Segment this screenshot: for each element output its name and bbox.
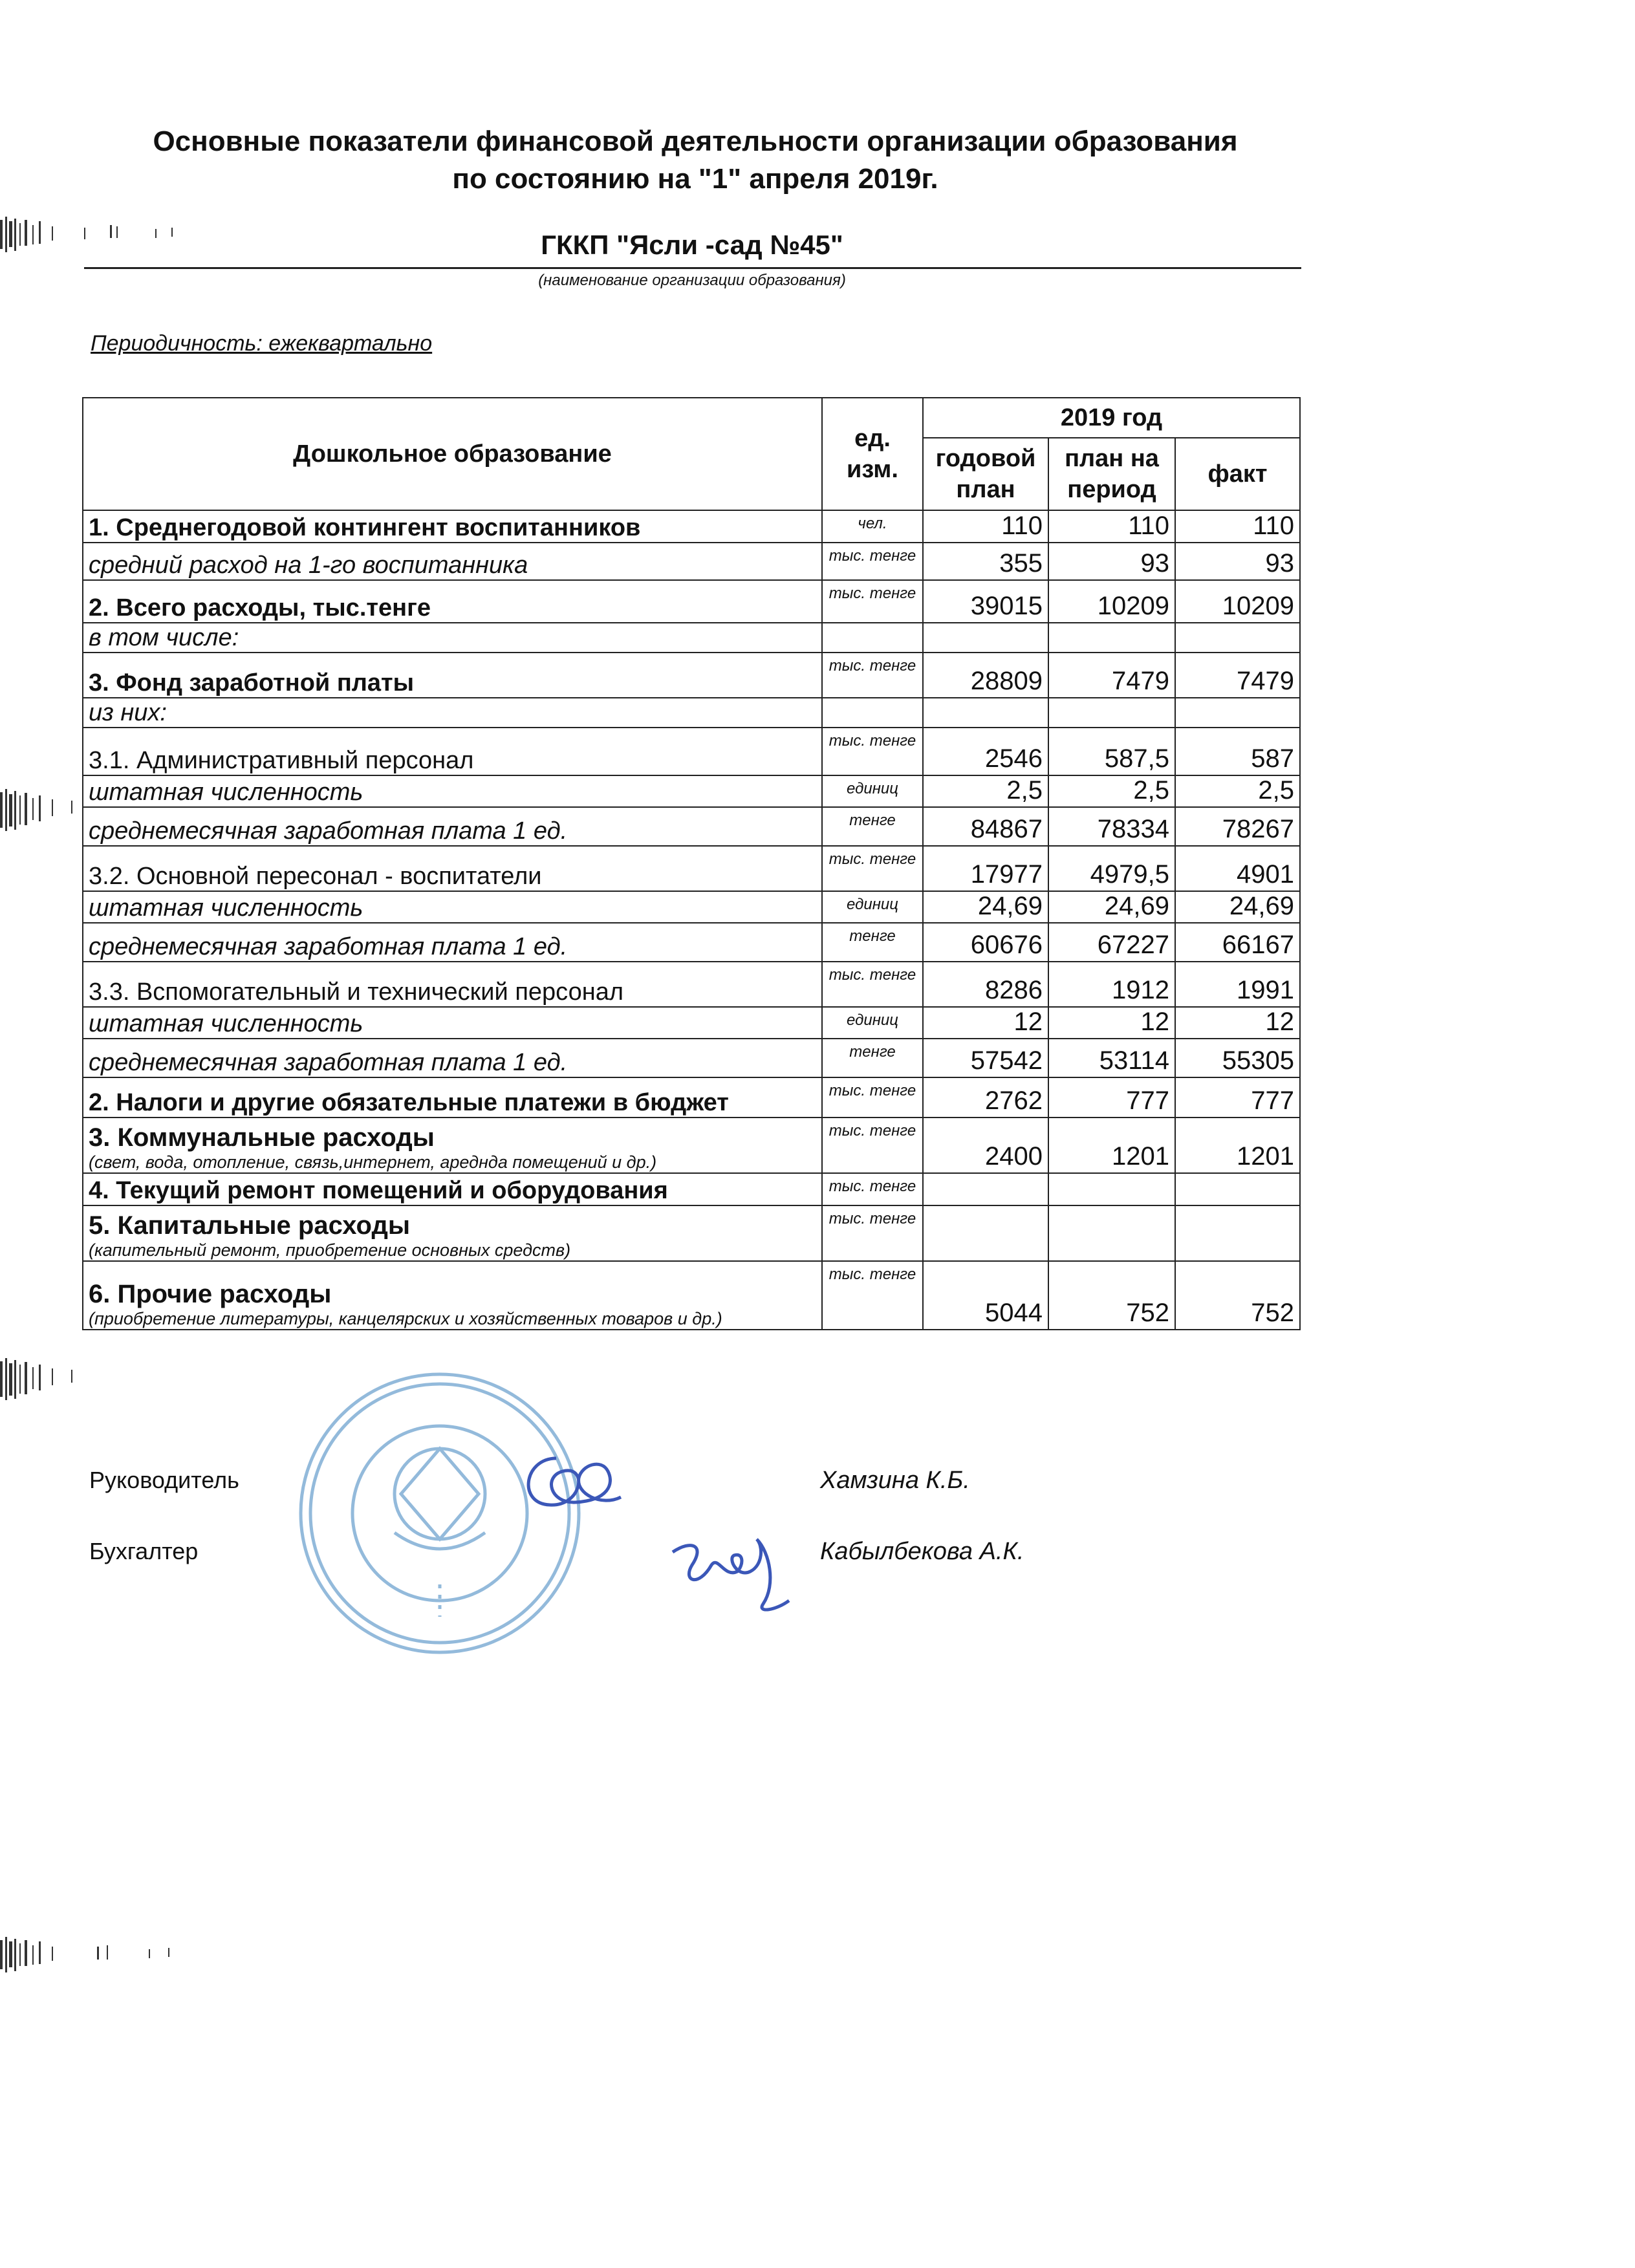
row-unit: тенге bbox=[822, 1039, 923, 1077]
row-unit: тенге bbox=[822, 923, 923, 962]
table-row bbox=[83, 1205, 1300, 1261]
row-value-fact bbox=[1175, 623, 1300, 653]
row-value-fact: 110 bbox=[1175, 510, 1300, 543]
row-value-annual: 2400 bbox=[923, 1118, 1048, 1173]
row-label: 3.3. Вспомогательный и технический персонал bbox=[83, 962, 822, 1007]
header-fact: факт bbox=[1175, 438, 1300, 510]
row-label: 1. Среднегодовой контингент воспитанников bbox=[83, 510, 822, 543]
row-value-annual bbox=[923, 623, 1048, 653]
accountant-name: Кабылбекова А.К. bbox=[820, 1538, 1024, 1565]
row-unit: чел. bbox=[822, 510, 923, 543]
row-label: штатная численность bbox=[83, 1007, 822, 1039]
row-unit: тыс. тенге bbox=[822, 543, 923, 580]
row-value-annual: 17977 bbox=[923, 846, 1048, 891]
row-value-period: 777 bbox=[1048, 1077, 1175, 1118]
row-unit: тыс. тенге bbox=[822, 1077, 923, 1118]
row-value-fact: 66167 bbox=[1175, 923, 1300, 962]
table-row bbox=[83, 775, 1300, 807]
row-value-period: 53114 bbox=[1048, 1039, 1175, 1077]
table-row bbox=[83, 962, 1300, 1007]
table-row bbox=[83, 1261, 1300, 1330]
accountant-role: Бухгалтер bbox=[89, 1538, 199, 1564]
row-label: штатная численность bbox=[83, 775, 822, 807]
row-label: из них: bbox=[83, 698, 822, 728]
organization-name: ГККП "Ясли -сад №45" bbox=[541, 230, 843, 260]
row-unit: тыс. тенге bbox=[822, 1261, 923, 1330]
row-value-fact bbox=[1175, 698, 1300, 728]
row-value-period: 10209 bbox=[1048, 580, 1175, 623]
row-unit: единиц bbox=[822, 891, 923, 923]
table-row bbox=[83, 891, 1300, 923]
row-label-note: (приобретение литературы, канцелярских и хозяйственных товаров и др.) bbox=[89, 1309, 722, 1328]
row-value-annual: 2,5 bbox=[923, 775, 1048, 807]
row-label: 2. Налоги и другие обязательные платежи в бюджет bbox=[83, 1077, 822, 1118]
table-row bbox=[83, 807, 1300, 846]
row-value-period: 1912 bbox=[1048, 962, 1175, 1007]
scan-marks bbox=[0, 1358, 91, 1403]
table-row bbox=[83, 510, 1300, 543]
row-value-period: 93 bbox=[1048, 543, 1175, 580]
scan-marks bbox=[0, 1934, 194, 1972]
row-unit: тыс. тенге bbox=[822, 653, 923, 698]
row-value-annual: 2762 bbox=[923, 1077, 1048, 1118]
row-value-period: 1201 bbox=[1048, 1118, 1175, 1173]
row-unit: единиц bbox=[822, 775, 923, 807]
header-section: Дошкольное образование bbox=[83, 398, 822, 510]
row-unit bbox=[822, 623, 923, 653]
organization-caption: (наименование организации образования) bbox=[538, 272, 846, 289]
row-value-fact: 12 bbox=[1175, 1007, 1300, 1039]
row-label-note: (свет, вода, отопление, связь,интернет, ареднда помещений и др.) bbox=[89, 1152, 657, 1172]
row-unit: тыс. тенге bbox=[822, 580, 923, 623]
row-value-period: 2,5 bbox=[1048, 775, 1175, 807]
row-label-main: 5. Капитальные расходы bbox=[89, 1211, 410, 1240]
row-unit bbox=[822, 698, 923, 728]
header-period-plan: план на период bbox=[1048, 438, 1175, 510]
row-value-annual: 5044 bbox=[923, 1261, 1048, 1330]
row-value-annual: 28809 bbox=[923, 653, 1048, 698]
row-unit: тыс. тенге bbox=[822, 1173, 923, 1205]
row-value-annual bbox=[923, 698, 1048, 728]
row-label: среднемесячная заработная плата 1 ед. bbox=[83, 923, 822, 962]
row-label: 2. Всего расходы, тыс.тенге bbox=[83, 580, 822, 623]
row-value-annual: 355 bbox=[923, 543, 1048, 580]
document-subtitle: по состоянию на "1" апреля 2019г. bbox=[452, 163, 938, 195]
row-value-annual bbox=[923, 1173, 1048, 1205]
row-value-fact: 55305 bbox=[1175, 1039, 1300, 1077]
row-value-fact: 587 bbox=[1175, 728, 1300, 775]
row-value-period: 78334 bbox=[1048, 807, 1175, 846]
row-value-annual: 57542 bbox=[923, 1039, 1048, 1077]
row-label bbox=[83, 1261, 822, 1330]
table-row bbox=[83, 698, 1300, 728]
director-signature bbox=[511, 1445, 627, 1517]
table-row bbox=[83, 653, 1300, 698]
row-value-period bbox=[1048, 623, 1175, 653]
table-body bbox=[83, 510, 1300, 1330]
row-label: 3.2. Основной пересонал - воспитатели bbox=[83, 846, 822, 891]
scan-marks bbox=[0, 789, 91, 834]
row-label: средний расход на 1-го воспитанника bbox=[83, 543, 822, 580]
row-unit: единиц bbox=[822, 1007, 923, 1039]
director-role: Руководитель bbox=[89, 1467, 239, 1493]
header-annual-plan: годовой план bbox=[923, 438, 1048, 510]
row-label: 4. Текущий ремонт помещений и оборудования bbox=[83, 1173, 822, 1205]
row-value-annual: 8286 bbox=[923, 962, 1048, 1007]
row-value-period: 587,5 bbox=[1048, 728, 1175, 775]
row-label-note: (капительный ремонт, приобретение основных средств) bbox=[89, 1240, 571, 1260]
table-row bbox=[83, 1118, 1300, 1173]
row-value-fact: 1201 bbox=[1175, 1118, 1300, 1173]
table-row bbox=[83, 846, 1300, 891]
row-value-period bbox=[1048, 1173, 1175, 1205]
row-unit: тенге bbox=[822, 807, 923, 846]
header-year: 2019 год bbox=[923, 398, 1300, 438]
row-unit: тыс. тенге bbox=[822, 1118, 923, 1173]
row-value-period bbox=[1048, 698, 1175, 728]
row-unit: тыс. тенге bbox=[822, 728, 923, 775]
row-unit: тыс. тенге bbox=[822, 962, 923, 1007]
row-label: в том числе: bbox=[83, 623, 822, 653]
row-value-period bbox=[1048, 1205, 1175, 1261]
row-label: 3. Фонд заработной платы bbox=[83, 653, 822, 698]
financial-table bbox=[82, 397, 1301, 1330]
row-label: среднемесячная заработная плата 1 ед. bbox=[83, 807, 822, 846]
row-value-annual: 39015 bbox=[923, 580, 1048, 623]
row-value-period: 4979,5 bbox=[1048, 846, 1175, 891]
row-value-period: 7479 bbox=[1048, 653, 1175, 698]
row-value-annual bbox=[923, 1205, 1048, 1261]
row-value-period: 12 bbox=[1048, 1007, 1175, 1039]
organization-underline bbox=[84, 267, 1301, 269]
table-row bbox=[83, 1007, 1300, 1039]
row-value-period: 24,69 bbox=[1048, 891, 1175, 923]
row-value-annual: 12 bbox=[923, 1007, 1048, 1039]
header-unit: ед. изм. bbox=[822, 398, 923, 510]
table-row bbox=[83, 1173, 1300, 1205]
periodicity-label: Периодичность: ежеквартально bbox=[91, 331, 433, 356]
row-value-fact: 2,5 bbox=[1175, 775, 1300, 807]
row-value-fact: 24,69 bbox=[1175, 891, 1300, 923]
table-row bbox=[83, 923, 1300, 962]
row-label-main: 3. Коммунальные расходы bbox=[89, 1123, 435, 1152]
row-unit: тыс. тенге bbox=[822, 846, 923, 891]
row-label: 3.1. Административный персонал bbox=[83, 728, 822, 775]
row-value-fact bbox=[1175, 1173, 1300, 1205]
row-label: среднемесячная заработная плата 1 ед. bbox=[83, 1039, 822, 1077]
row-label bbox=[83, 1205, 822, 1261]
row-value-fact: 78267 bbox=[1175, 807, 1300, 846]
row-value-fact: 7479 bbox=[1175, 653, 1300, 698]
row-value-fact: 1991 bbox=[1175, 962, 1300, 1007]
row-value-period: 110 bbox=[1048, 510, 1175, 543]
header-row bbox=[83, 398, 1300, 438]
row-value-annual: 84867 bbox=[923, 807, 1048, 846]
row-unit: тыс. тенге bbox=[822, 1205, 923, 1261]
document-title: Основные показатели финансовой деятельности организации образования bbox=[153, 125, 1238, 157]
table-row bbox=[83, 1039, 1300, 1077]
row-value-fact: 752 bbox=[1175, 1261, 1300, 1330]
row-value-period: 752 bbox=[1048, 1261, 1175, 1330]
row-value-fact: 777 bbox=[1175, 1077, 1300, 1118]
row-label: штатная численность bbox=[83, 891, 822, 923]
row-value-fact: 10209 bbox=[1175, 580, 1300, 623]
table-row bbox=[83, 1077, 1300, 1118]
table-row bbox=[83, 580, 1300, 623]
table-row bbox=[83, 543, 1300, 580]
row-value-fact: 4901 bbox=[1175, 846, 1300, 891]
table-row bbox=[83, 728, 1300, 775]
row-value-annual: 24,69 bbox=[923, 891, 1048, 923]
row-value-fact bbox=[1175, 1205, 1300, 1261]
row-value-annual: 2546 bbox=[923, 728, 1048, 775]
row-value-period: 67227 bbox=[1048, 923, 1175, 962]
row-value-annual: 110 bbox=[923, 510, 1048, 543]
row-label-main: 6. Прочие расходы bbox=[89, 1280, 332, 1308]
row-value-fact: 93 bbox=[1175, 543, 1300, 580]
row-label bbox=[83, 1118, 822, 1173]
accountant-signature bbox=[666, 1526, 815, 1617]
table-row bbox=[83, 623, 1300, 653]
row-value-annual: 60676 bbox=[923, 923, 1048, 962]
director-name: Хамзина К.Б. bbox=[820, 1467, 970, 1494]
